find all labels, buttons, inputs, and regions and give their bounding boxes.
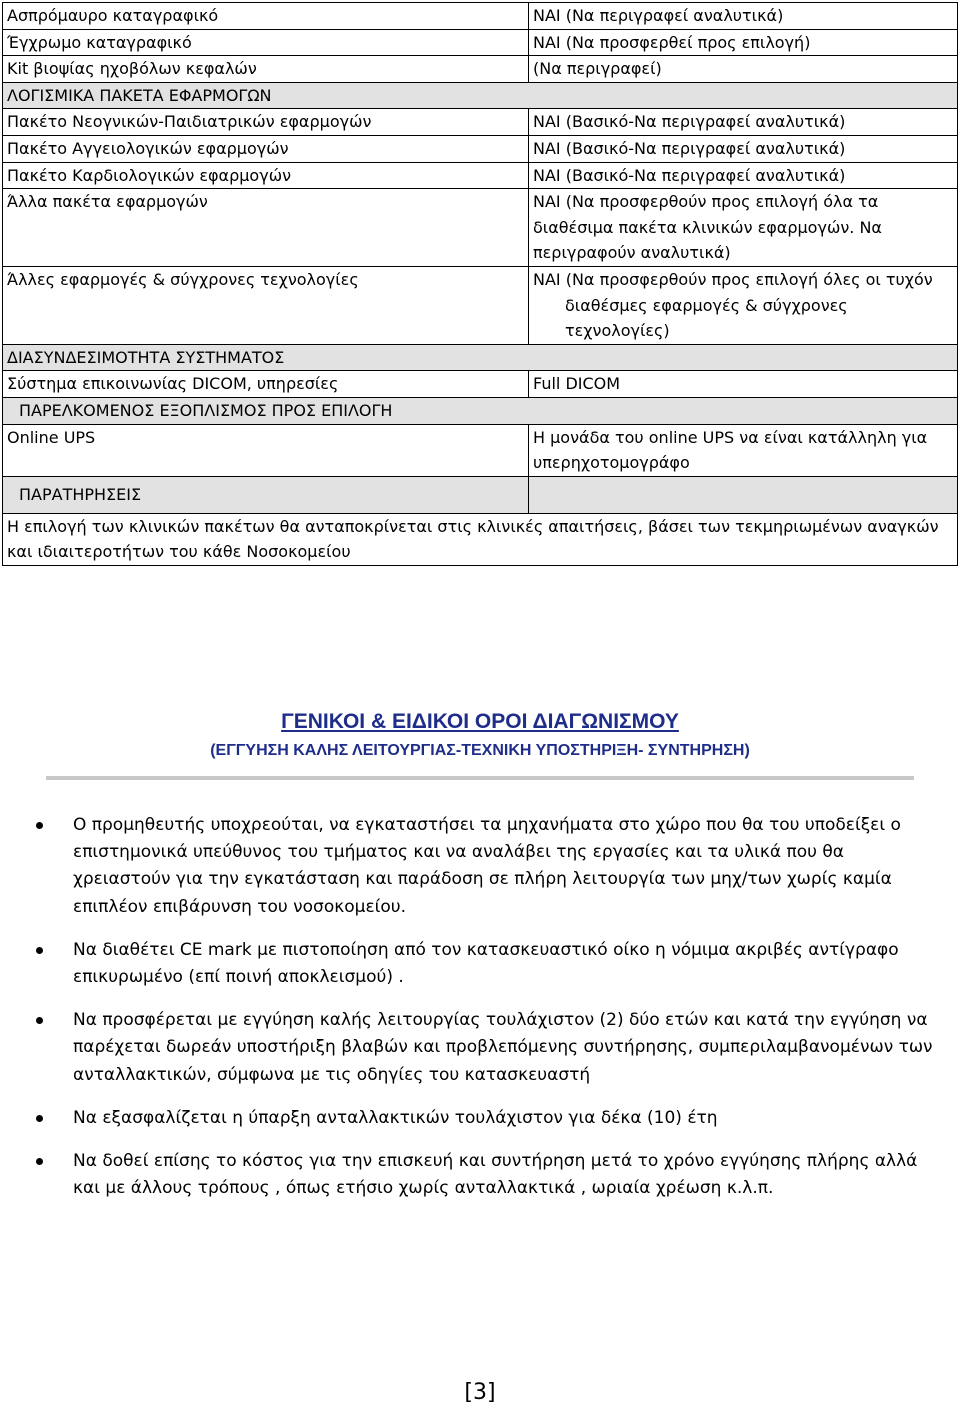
- spec-label-cell: Online UPS: [3, 424, 529, 476]
- spec-label-cell: Πακέτο Καρδιολογικών εφαρμογών: [3, 162, 529, 189]
- spec-label-cell: Έγχρωμο καταγραφικό: [3, 29, 529, 56]
- table-row: [3, 476, 958, 513]
- spec-value-cell: ΝΑΙ (Βασικό-Να περιγραφεί αναλυτικά): [529, 135, 958, 162]
- bullet-icon: [36, 947, 43, 954]
- term-text: Να εξασφαλίζεται η ύπαρξη ανταλλακτικών τουλάχιστον για δέκα (10) έτη: [73, 1107, 718, 1128]
- list-item: [30, 1148, 935, 1202]
- bullet-icon: [36, 822, 43, 829]
- list-item: [30, 1105, 935, 1132]
- table-row: [3, 29, 958, 56]
- table-row: [3, 397, 958, 424]
- table-row: [3, 344, 958, 371]
- section-divider: [46, 776, 914, 780]
- section-subtitle: (ΕΓΓΥΗΣΗ ΚΑΛΗΣ ΛΕΙΤΟΥΡΓΙΑΣ-ΤΕΧΝΙΚΗ ΥΠΟΣΤΗΡΙΞΗ- ΣΥΝΤΗΡΗΣΗ): [210, 742, 750, 759]
- spec-label-cell: Πακέτο Αγγειολογικών εφαρμογών: [3, 135, 529, 162]
- table-row: [3, 82, 958, 109]
- table-row: [3, 135, 958, 162]
- table-row: [3, 266, 958, 344]
- spec-value-cell: ΝΑΙ (Βασικό-Να περιγραφεί αναλυτικά): [529, 109, 958, 136]
- spec-label-cell: Άλλες εφαρμογές & σύγχρονες τεχνολογίες: [3, 266, 529, 344]
- bullet-icon: [36, 1158, 43, 1165]
- spec-value-cell: Η μονάδα του online UPS να είναι κατάλληλη για υπερηχοτομογράφο: [529, 424, 958, 476]
- spec-label-cell: Άλλα πακέτα εφαρμογών: [3, 189, 529, 267]
- spec-value-cell: ΝΑΙ (Να προσφερθούν προς επιλογή όλες οι τυχόν διαθέσμες εφαρμογές & σύγχρονες τεχνολογίες): [529, 266, 958, 344]
- section-title: ΓΕΝΙΚΟΙ & ΕΙΔΙΚΟΙ ΟΡΟΙ ΔΙΑΓΩΝΙΣΜΟΥ: [281, 710, 679, 733]
- page-number: [3]: [464, 1380, 496, 1405]
- specifications-table: [2, 2, 958, 566]
- spec-label-cell: Σύστημα επικοινωνίας DICOM, υπηρεσίες: [3, 371, 529, 398]
- term-text: Να προσφέρεται με εγγύηση καλής λειτουργίας τουλάχιστον (2) δύο ετών και κατά την εγγύηση να παρέχεται δωρεάν υποστήριξη βλαβών και προβλεπόμενης συντήρησης, συμπεριλαμβανομένων των ανταλλακτικών, σύμφωνα με τις οδηγίες του κατασκευαστή: [73, 1010, 933, 1085]
- spec-value-cell: (Να περιγραφεί): [529, 56, 958, 83]
- table-row: [3, 162, 958, 189]
- table-row: [3, 371, 958, 398]
- list-item: [30, 1007, 935, 1089]
- note-cell: Η επιλογή των κλινικών πακέτων θα ανταποκρίνεται στις κλινικές απαιτήσεις, βάσει των τεκμηριωμένων αναγκών και ιδιαιτεροτήτων του κάθε Νοσοκομείου: [3, 513, 958, 565]
- table-row: [3, 56, 958, 83]
- spec-value-cell: Full DICOM: [529, 371, 958, 398]
- section-header-cell: ΛΟΓΙΣΜΙΚΑ ΠΑΚΕΤΑ ΕΦΑΡΜΟΓΩΝ: [3, 82, 958, 109]
- spec-label-cell: ΠΑΡΑΤΗΡΗΣΕΙΣ: [3, 476, 529, 513]
- table-row: [3, 513, 958, 565]
- section-header-cell: ΠΑΡΕΛΚΟΜΕΝΟΣ ΕΞΟΠΛΙΣΜΟΣ ΠΡΟΣ ΕΠΙΛΟΓΗ: [3, 397, 958, 424]
- spec-value-cell: ΝΑΙ (Να προσφερθούν προς επιλογή όλα τα διαθέσιμα πακέτα κλινικών εφαρμογών. Να περιγραφούν αναλυτικά): [529, 189, 958, 267]
- bullet-icon: [36, 1017, 43, 1024]
- bullet-icon: [36, 1115, 43, 1122]
- spec-value-cell: [529, 476, 958, 513]
- spec-label-cell: Kit βιοψίας ηχοβόλων κεφαλών: [3, 56, 529, 83]
- term-text: Ο προμηθευτής υποχρεούται, να εγκαταστήσει τα μηχανήματα στο χώρο που θα του υποδείξει ο επιστημονικά υπεύθυνος του τμήματος και να αναλάβει της εργασίες και τα υλικά που θα χρειαστούν για την εγκατάσταση και παράδοση σε πλήρη λειτουργία των μηχ/των χωρίς καμία επιπλέον επιβάρυνση του νοσοκομείου.: [73, 815, 901, 917]
- terms-list: [30, 812, 935, 1218]
- spec-value-cell: ΝΑΙ (Να προσφερθεί προς επιλογή): [529, 29, 958, 56]
- spec-value-cell: ΝΑΙ (Βασικό-Να περιγραφεί αναλυτικά): [529, 162, 958, 189]
- term-text: Να δοθεί επίσης το κόστος για την επισκευή και συντήρηση μετά το χρόνο εγγύησης πλήρης αλλά και με άλλους τρόπους , όπως ετήσιο χωρίς ανταλλακτικά , ωριαία χρέωση κ.λ.π.: [73, 1151, 918, 1199]
- table-row: [3, 109, 958, 136]
- spec-value-cell: ΝΑΙ (Να περιγραφεί αναλυτικά): [529, 3, 958, 30]
- list-item: [30, 937, 935, 991]
- term-text: Να διαθέτει CE mark με πιστοποίηση από τον κατασκευαστικό οίκο η νόμιμα ακριβές αντίγραφο επικυρωμένο (επί ποινή αποκλεισμού) .: [73, 939, 899, 988]
- spec-label-cell: Ασπρόμαυρο καταγραφικό: [3, 3, 529, 30]
- table-row: [3, 424, 958, 476]
- list-item: [30, 812, 935, 921]
- spec-label-cell: Πακέτο Νεογνικών-Παιδιατρικών εφαρμογών: [3, 109, 529, 136]
- specifications-table-body: [3, 3, 958, 566]
- section-header-cell: ΔΙΑΣΥΝΔΕΣΙΜΟΤΗΤΑ ΣΥΣΤΗΜΑΤΟΣ: [3, 344, 958, 371]
- table-row: [3, 189, 958, 267]
- table-row: [3, 3, 958, 30]
